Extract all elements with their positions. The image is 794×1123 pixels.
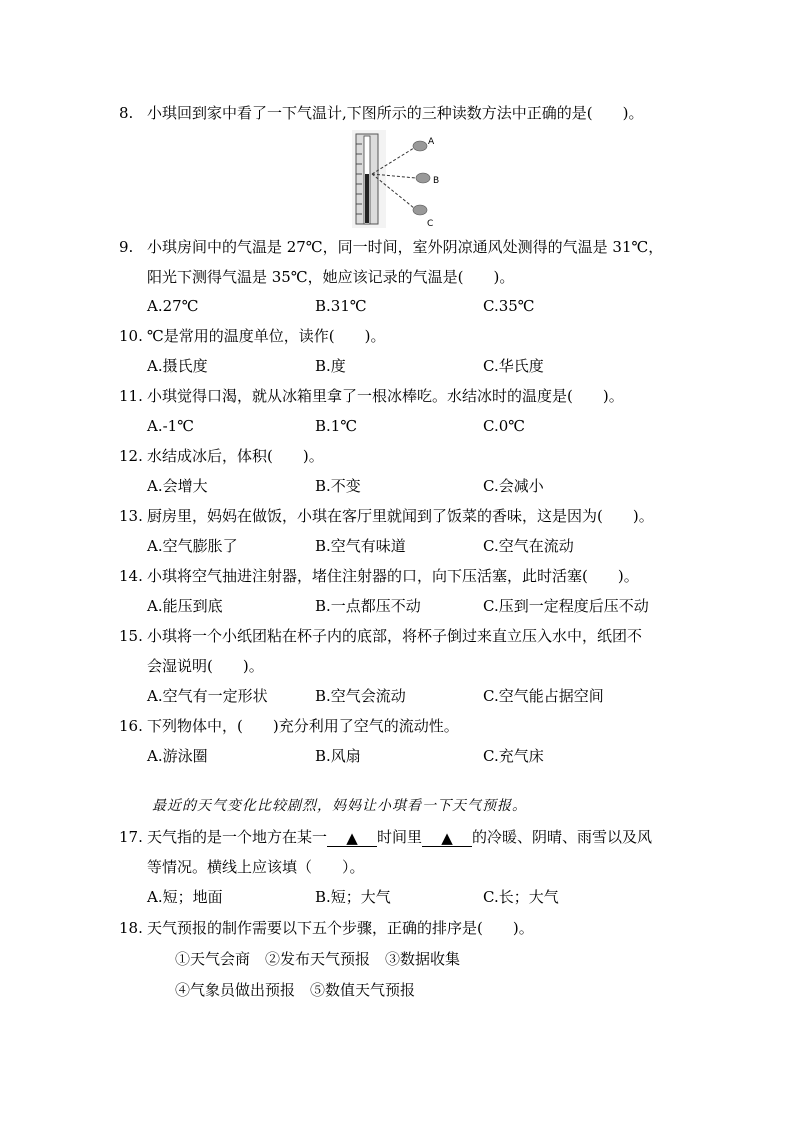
question-number: 9.	[119, 238, 134, 256]
fill-blank: ▲	[422, 828, 472, 847]
question-text: 厨房里，妈妈在做饭，小琪在客厅里就闻到了饭菜的香味，这是因为( )。	[147, 507, 654, 525]
question-text: 阳光下测得气温是 35℃，她应该记录的气温是( )。	[147, 268, 515, 286]
option-a: A.空气膨胀了	[147, 537, 238, 555]
option-c: C.空气能占据空间	[483, 687, 604, 705]
option-a: A.短；地面	[147, 888, 223, 906]
option-a: A.能压到底	[147, 597, 223, 615]
question-text	[147, 827, 652, 847]
question-number: 16.	[119, 717, 143, 735]
question-text: 会湿说明( )。	[147, 657, 264, 675]
option-b: B.1℃	[315, 417, 358, 435]
question-text: 等情况。横线上应该填（ ）。	[147, 858, 365, 876]
option-b: B.短；大气	[315, 888, 391, 906]
option-a: A.空气有一定形状	[147, 687, 268, 705]
option-b: B.不变	[315, 477, 361, 495]
option-b: B.风扇	[315, 747, 361, 765]
option-c: C.华氏度	[483, 357, 544, 375]
steps-line-2: ④气象员做出预报 ⑤数值天气预报	[175, 981, 416, 999]
option-c: C.0℃	[483, 417, 526, 435]
question-text: 下列物体中，( )充分利用了空气的流动性。	[147, 717, 459, 735]
option-c: C.充气床	[483, 747, 544, 765]
text-part: 天气指的是一个地方在某一	[147, 828, 328, 846]
option-b: B.空气有味道	[315, 537, 406, 555]
question-number: 14.	[119, 567, 143, 585]
option-b: B.一点都压不动	[315, 597, 421, 615]
question-text: ℃是常用的温度单位，读作( )。	[147, 327, 386, 345]
option-a: A.会增大	[147, 477, 208, 495]
option-c: C.会减小	[483, 477, 544, 495]
question-number: 13.	[119, 507, 143, 525]
option-a: A.-1℃	[147, 417, 194, 435]
question-text: 小琪房间中的气温是 27℃，同一时间，室外阴凉通风处测得的气温是 31℃，	[147, 238, 664, 256]
option-b: B.31℃	[315, 297, 367, 315]
question-number: 17.	[119, 828, 143, 846]
question-text: 水结成冰后，体积( )。	[147, 447, 324, 465]
question-text: 小琪觉得口渴，就从冰箱里拿了一根冰棒吃。水结冰时的温度是( )。	[147, 387, 624, 405]
question-number: 8.	[119, 104, 134, 122]
option-c: C.压到一定程度后压不动	[483, 597, 649, 615]
option-b: B.空气会流动	[315, 687, 406, 705]
text-part: 时间里	[377, 828, 423, 846]
option-a: A.游泳圈	[147, 747, 208, 765]
question-number: 10.	[119, 327, 143, 345]
option-a: A.27℃	[147, 297, 199, 315]
label-a: A	[428, 137, 435, 147]
question-number: 12.	[119, 447, 143, 465]
fill-blank: ▲	[327, 828, 377, 847]
section-intro: 最近的天气变化比较剧烈，妈妈让小琪看一下天气预报。	[152, 798, 527, 814]
steps-line-1: ①天气会商 ②发布天气预报 ③数据收集	[175, 950, 461, 968]
question-text: 小琪回到家中看了一下气温计,下图所示的三种读数方法中正确的是( )。	[147, 104, 644, 122]
option-c: C.35℃	[483, 297, 535, 315]
question-text: 小琪将空气抽进注射器，堵住注射器的口，向下压活塞，此时活塞( )。	[147, 567, 639, 585]
question-number: 18.	[119, 919, 143, 937]
text-part: 的冷暖、阴晴、雨雪以及风	[472, 828, 653, 846]
label-c: C	[427, 219, 434, 228]
question-number: 15.	[119, 627, 143, 645]
thermometer-reading-figure	[352, 130, 442, 228]
question-text: 天气预报的制作需要以下五个步骤，正确的排序是( )。	[147, 919, 534, 937]
question-text: 小琪将一个小纸团粘在杯子内的底部，将杯子倒过来直立压入水中，纸团不	[147, 627, 643, 645]
label-b: B	[433, 176, 440, 186]
option-c: C.空气在流动	[483, 537, 574, 555]
question-number: 11.	[119, 387, 143, 405]
option-c: C.长；大气	[483, 888, 559, 906]
option-a: A.摄氏度	[147, 357, 208, 375]
option-b: B.度	[315, 357, 346, 375]
